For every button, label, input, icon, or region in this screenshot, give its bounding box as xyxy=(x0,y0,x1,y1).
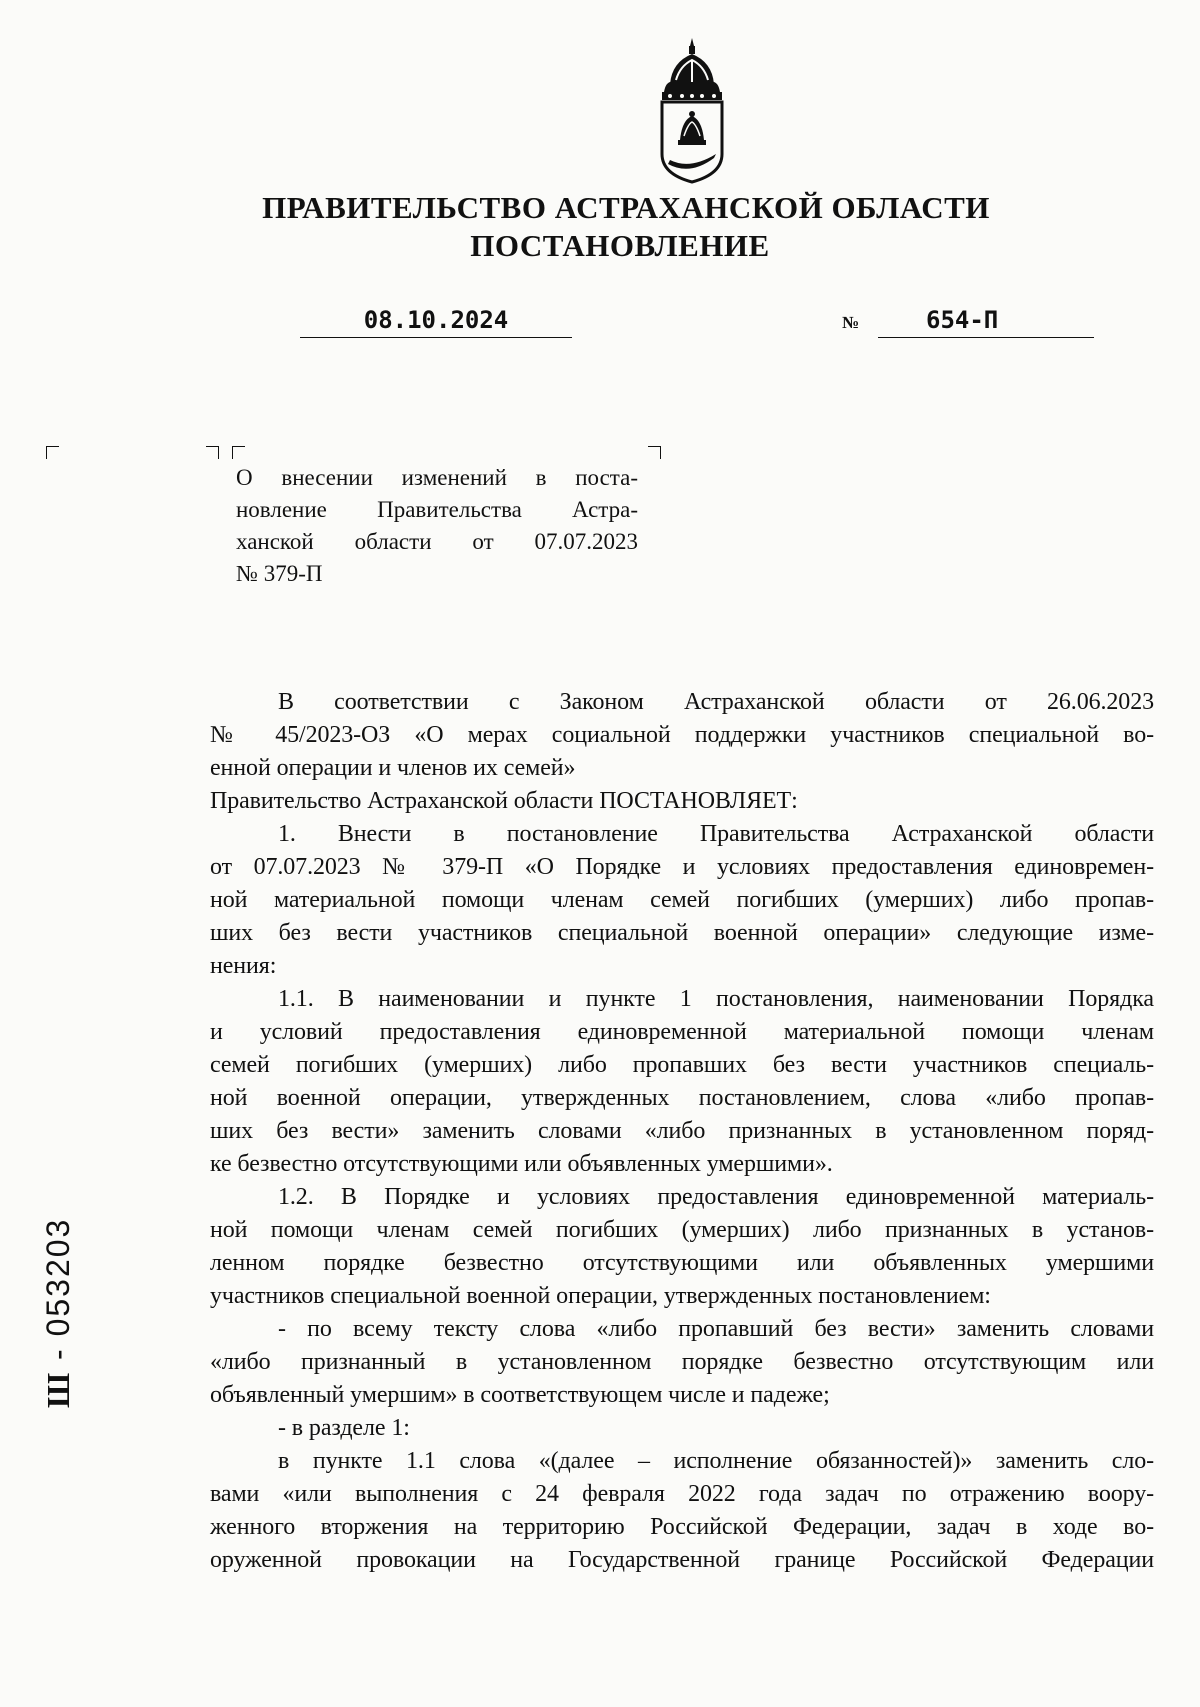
organization-title: ПРАВИТЕЛЬСТВО АСТРАХАНСКОЙ ОБЛАСТИ xyxy=(262,190,990,225)
body-line: семей погибших (умерших) либо пропавших без вести участников специаль- xyxy=(210,1052,1154,1078)
body-line: ших без вести» заменить словами «либо признанных в установленном поряд- xyxy=(210,1118,1154,1144)
body-line: ке безвестно отсутствующими или объявленных умершими». xyxy=(210,1151,833,1177)
body-line: оруженной провокации на Государственной границе Российской Федерации xyxy=(210,1547,1154,1573)
subject-line: № 379-П xyxy=(236,561,323,586)
coat-of-arms-icon xyxy=(656,36,728,184)
document-subject xyxy=(236,462,638,590)
serial-number-mark xyxy=(40,1158,77,1408)
body-line: Правительство Астраханской области ПОСТАНОВЛЯЕТ: xyxy=(210,788,798,814)
body-line: 1.2. В Порядке и условиях предоставления единовременной материаль- xyxy=(278,1184,1154,1210)
subject-corner-mark xyxy=(232,446,245,459)
body-line: объявленный умершим» в соответствующем числе и падеже; xyxy=(210,1382,830,1408)
body-line: 1. Внести в постановление Правительства Астраханской области xyxy=(278,821,1154,847)
body-line: ной военной операции, утвержденных постановлением, слова «либо пропав- xyxy=(210,1085,1154,1111)
body-line: ленном порядке безвестно отсутствующими или объявленных умершими xyxy=(210,1250,1154,1276)
document-date: 08.10.2024 xyxy=(300,306,572,338)
subject-line: ханской области от 07.07.2023 xyxy=(236,529,638,554)
body-line: вами «или выполнения с 24 февраля 2022 года задач по отражению воору- xyxy=(210,1481,1154,1507)
body-line: ной материальной помощи членам семей погибших (умерших) либо пропав- xyxy=(210,887,1154,913)
document-number: 654-П xyxy=(878,306,1094,338)
body-line: - по всему тексту слова «либо пропавший без вести» заменить словами xyxy=(278,1316,1154,1342)
body-line: «либо признанный в установленном порядке безвестно отсутствующим или xyxy=(210,1349,1154,1375)
body-line: 1.1. В наименовании и пункте 1 постановления, наименовании Порядка xyxy=(278,986,1154,1012)
body-line: ной помощи членам семей погибших (умерших) либо признанных в установ- xyxy=(210,1217,1154,1243)
body-line: В соответствии с Законом Астраханской области от 26.06.2023 xyxy=(278,689,1154,715)
document-body xyxy=(210,686,1154,1577)
serial-prefix: Ш xyxy=(40,1370,76,1408)
body-line: нения: xyxy=(210,953,277,979)
body-line: в пункте 1.1 слова «(далее – исполнение обязанностей)» заменить сло- xyxy=(278,1448,1154,1474)
subject-line: новление Правительства Астра- xyxy=(236,497,638,522)
document-type-title: ПОСТАНОВЛЕНИЕ xyxy=(470,228,770,263)
body-line: от 07.07.2023 № 379-П «О Порядке и условиях предоставления единовремен- xyxy=(210,854,1154,880)
number-sign: № xyxy=(842,313,860,332)
subject-corner-mark xyxy=(648,446,661,459)
serial-number: - 053203 xyxy=(40,1217,76,1371)
body-line: - в разделе 1: xyxy=(278,1415,410,1441)
body-line: енной операции и членов их семей» xyxy=(210,755,576,781)
body-line: № 45/2023-ОЗ «О мерах социальной поддержки участников специальной во- xyxy=(210,722,1154,748)
body-line: ших без вести участников специальной военной операции» следующие изме- xyxy=(210,920,1154,946)
subject-corner-mark xyxy=(206,446,219,459)
body-line: женного вторжения на территорию Российской Федерации, задач в ходе во- xyxy=(210,1514,1154,1540)
body-line: и условий предоставления единовременной материальной помощи членам xyxy=(210,1019,1154,1045)
subject-line: О внесении изменений в поста- xyxy=(236,465,638,490)
margin-corner-mark xyxy=(46,446,59,459)
body-line: участников специальной военной операции, утвержденных постановлением: xyxy=(210,1283,991,1309)
